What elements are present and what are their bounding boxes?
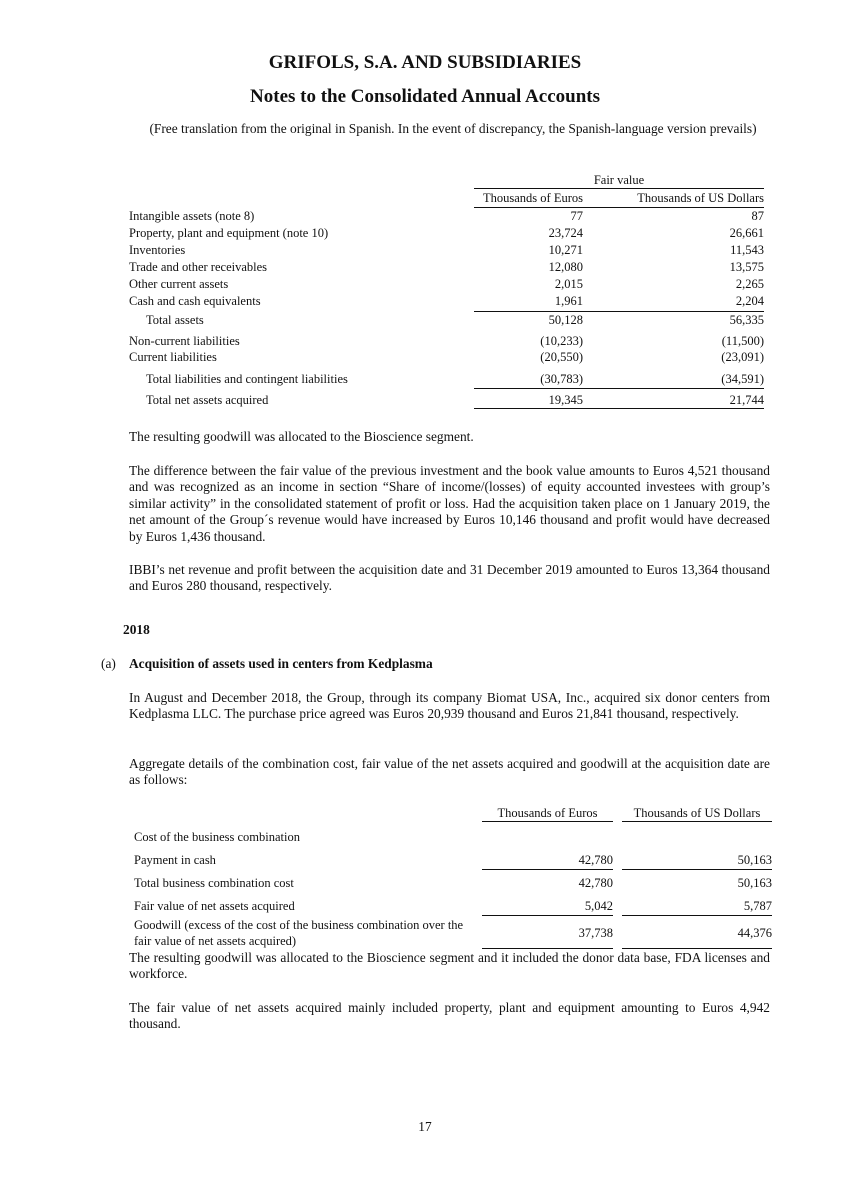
- row-label: Inventories: [129, 243, 186, 257]
- company-title: GRIFOLS, S.A. AND SUBSIDIARIES: [268, 52, 582, 73]
- row-label: Fair value of net assets acquired: [134, 899, 295, 913]
- row-value-eur: 19,345: [548, 393, 583, 407]
- subsection-title: Acquisition of assets used in centers from Kedplasma: [129, 656, 433, 671]
- row-value-usd: 26,661: [729, 226, 764, 240]
- row-label: Intangible assets (note 8): [129, 209, 255, 223]
- row-label: Trade and other receivables: [129, 260, 268, 274]
- page-number: 17: [418, 1119, 432, 1134]
- row-label: Goodwill (excess of the cost of the business combination over the fair value of net assets acquired): [134, 918, 464, 948]
- row-label-total-net-assets: Total net assets acquired: [146, 393, 269, 407]
- table-rule: [622, 821, 772, 822]
- row-label: Payment in cash: [134, 853, 216, 867]
- section-year-heading: 2018: [123, 622, 150, 637]
- table-rule: [474, 408, 764, 409]
- row-value-eur: (30,783): [540, 372, 583, 386]
- table-rule: [482, 821, 613, 822]
- row-value-usd: 2,265: [735, 277, 764, 291]
- row-value-usd: (34,591): [721, 372, 764, 386]
- row-label: Other current assets: [129, 277, 229, 291]
- row-value-eur: 2,015: [554, 277, 583, 291]
- table-rule: [482, 948, 613, 949]
- row-value-usd: 21,744: [729, 393, 764, 407]
- column-header-usd: Thousands of US Dollars: [633, 806, 761, 820]
- table-rule: [474, 188, 764, 189]
- paragraph: The fair value of net assets acquired mainly included property, plant and equipment amounting to Euros 4,942 thousand.: [129, 1000, 770, 1032]
- table-rule: [474, 388, 764, 389]
- paragraph: IBBI’s net revenue and profit between the acquisition date and 31 December 2019 amounted to Euros 13,364 thousand and Euros 280 thousand, respectively.: [129, 562, 770, 594]
- subsection-label: (a): [101, 656, 116, 671]
- row-label: Current liabilities: [129, 350, 217, 364]
- row-value-eur: 10,271: [548, 243, 583, 257]
- row-value-eur: 5,042: [584, 899, 613, 913]
- paragraph: The resulting goodwill was allocated to the Bioscience segment.: [129, 429, 474, 444]
- row-value-usd: 56,335: [729, 313, 764, 327]
- row-value-eur: 77: [570, 209, 583, 223]
- table-rule: [482, 915, 613, 916]
- row-value-eur: 42,780: [578, 853, 613, 867]
- table-rule: [622, 948, 772, 949]
- table-group-header: Fair value: [593, 173, 645, 187]
- row-label: Cash and cash equivalents: [129, 294, 261, 308]
- row-label-total-assets: Total assets: [146, 313, 204, 327]
- row-label: Non-current liabilities: [129, 334, 240, 348]
- table-rule: [482, 869, 613, 870]
- row-value-usd: 2,204: [735, 294, 764, 308]
- column-header-euros: Thousands of Euros: [497, 806, 598, 820]
- row-value-usd: 50,163: [737, 876, 772, 890]
- paragraph: Aggregate details of the combination cost, fair value of the net assets acquired and goodwill at the acquisition date are as follows:: [129, 756, 770, 788]
- table-rule: [622, 915, 772, 916]
- row-value-usd: 11,543: [730, 243, 764, 257]
- row-value-usd: (23,091): [721, 350, 764, 364]
- row-label: Total business combination cost: [134, 876, 294, 890]
- paragraph: In August and December 2018, the Group, through its company Biomat USA, Inc., acquired six donor centers from Kedplasma LLC. The purchase price agreed was Euros 20,939 thousand and Euros 21,841 thousand, respectively.: [129, 690, 770, 722]
- row-value-eur: 23,724: [548, 226, 583, 240]
- row-value-usd: 5,787: [743, 899, 772, 913]
- row-value-eur: (10,233): [540, 334, 583, 348]
- row-value-eur: 42,780: [578, 876, 613, 890]
- row-label: Cost of the business combination: [134, 830, 300, 844]
- subsection-heading: [101, 656, 433, 672]
- row-label-total-liabilities: Total liabilities and contingent liabilities: [146, 372, 348, 386]
- column-header-euros: Thousands of Euros: [483, 191, 583, 205]
- row-value-usd: (11,500): [721, 334, 764, 348]
- row-value-eur: 50,128: [548, 313, 583, 327]
- row-value-usd: 44,376: [737, 926, 772, 940]
- translation-note: (Free translation from the original in Spanish. In the event of discrepancy, the Spanish-language version prevails): [149, 121, 757, 136]
- row-value-eur: 12,080: [548, 260, 583, 274]
- row-value-usd: 87: [751, 209, 764, 223]
- row-value-eur: (20,550): [540, 350, 583, 364]
- table-rule: [622, 869, 772, 870]
- paragraph: The resulting goodwill was allocated to the Bioscience segment and it included the donor data base, FDA licenses and workforce.: [129, 950, 770, 982]
- row-label: Property, plant and equipment (note 10): [129, 226, 329, 240]
- row-value-usd: 13,575: [729, 260, 764, 274]
- paragraph: The difference between the fair value of the previous investment and the book value amounts to Euros 4,521 thousand and was recognized as an income in section “Share of income/(losses) of equity accounted investees with group’s similar activity” in the consolidated statement of profit or loss. Had the acquisition taken place on 1 January 2019, the net amount of the Group´s revenue would have increased by Euros 10,146 thousand and profit would have decreased by Euros 1,436 thousand.: [129, 463, 770, 544]
- row-value-usd: 50,163: [737, 853, 772, 867]
- document-title: Notes to the Consolidated Annual Accounts: [250, 86, 600, 107]
- row-value-eur: 1,961: [554, 294, 583, 308]
- row-value-eur: 37,738: [578, 926, 613, 940]
- column-header-usd: Thousands of US Dollars: [637, 191, 764, 205]
